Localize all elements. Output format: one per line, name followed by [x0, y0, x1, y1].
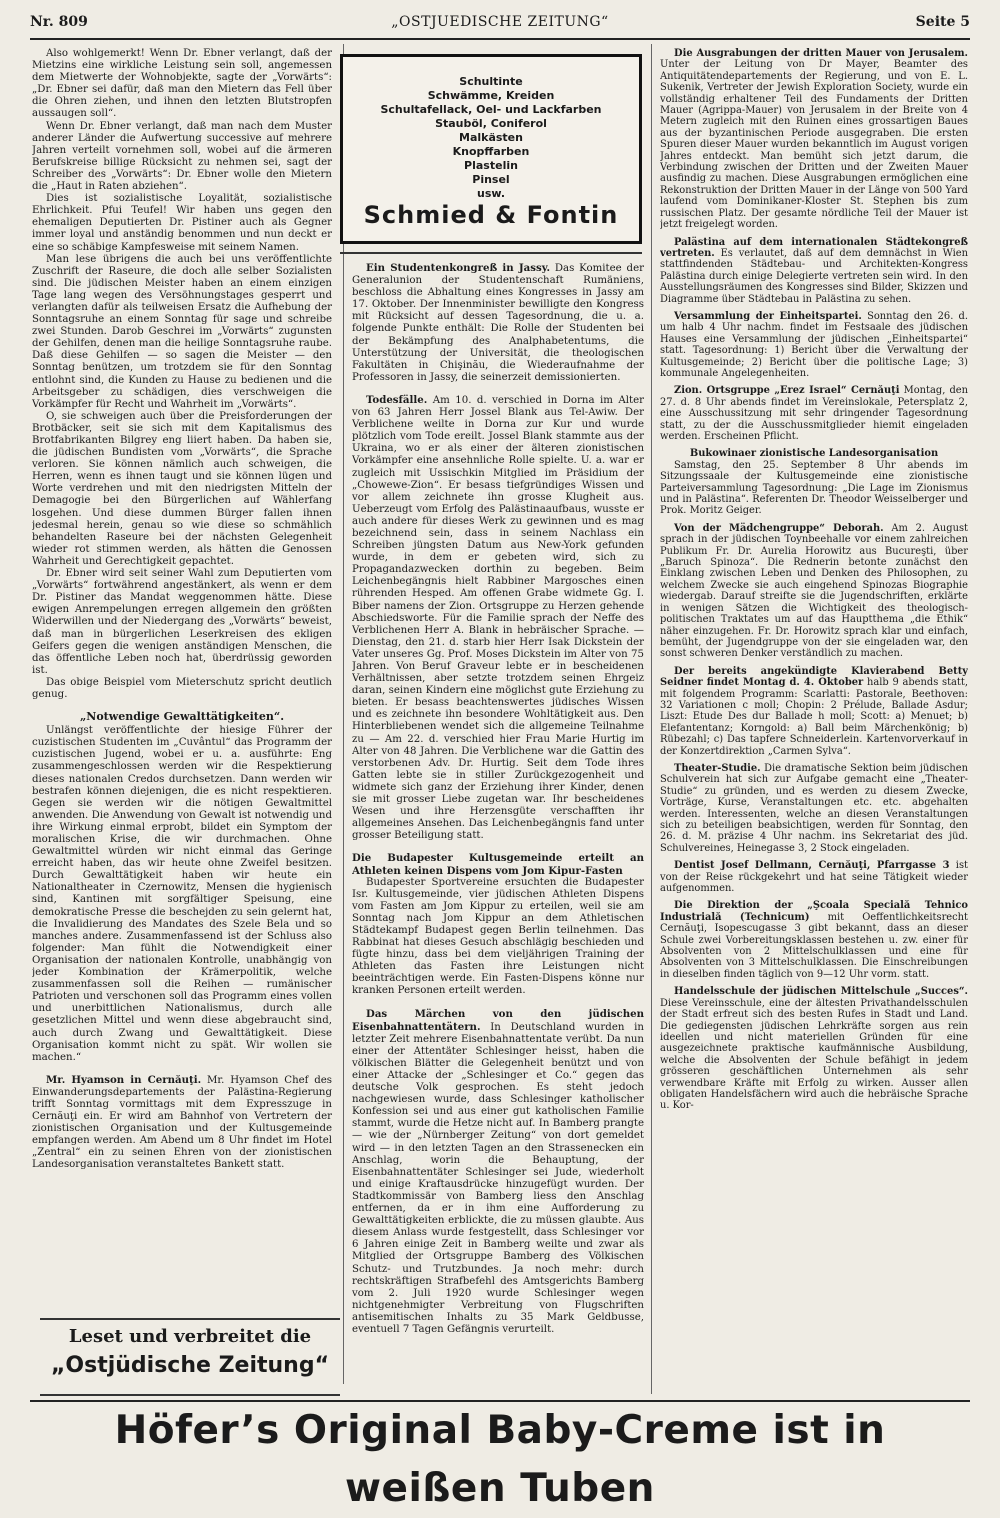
article-body: Am 2. August sprach in der jüdischen Toynbeehalle vor einem zahlreichen Publikum Fr. Dr. Aurelia Horowitz aus Bucureşti, über „Baruch Spinoza“. Die Rednerin betonte zunächst den Einklang zwischen Leben und Denken des Philosophen, zu welchem Zwecke sie auch eingehend Spinozas Biographie wiedergab. Darauf streifte sie die Jugendschriften, erklärte in wenigen Sätzen die Wichtigkeit des theologisch-politischen Traktates um auf das Hauptthema „die Ethik“ näher einzugehen. Fr. Dr. Horowitz sprach klar und einfach, bemüht, der Jugendgruppe von der sie eingeladen war, den sonst schweren Denker verständlich zu machen.: [660, 522, 968, 660]
article-budapest-kultusgemeinde: [352, 852, 644, 997]
article-heading: Bukowinaer zionistische Landesorganisation: [689, 448, 939, 460]
article-body: Diese Vereinsschule, eine der ältesten Privathandelsschulen der Stadt erfreut sich des besten Rufes in Stadt und Land. Die gediegensten jüdischen Lehrkräfte sorgen aus rein ideellen und nicht materiellen Gründen für eine ausgezeichnete praktische kaufmännische Ausbildung, welche die Absolventen der Schule befähigt in jedem grösseren geschäftlichen Unternehmen als sehr verwendbare Kräfte mit Erfolg zu wirken. Ausser allen obligaten Handelsfächern wird auch die hebräische Sprache u. Kor-: [660, 997, 968, 1112]
article-body: halb 9 abends statt, mit folgendem Programm: Scarlatti: Pastorale, Beethoven: 32 Variationen c moll; Chopin: 2 Prélude, Ballade Asdur; Liszt: Etude Des dur Ballade h moll; Scott: a) Menuet; b) Elefantentanz; Korngold: a) Ball beim Märchenkönig; b) Rübezahl; c) Das tapfere Schneiderlein. Kartenvorverkauf in der Konzertdirektion „Carmen Sylva“.: [660, 677, 968, 757]
article-ausgrabungen: [660, 48, 968, 231]
article-body: Die dramatische Sektion beim jüdischen Schulverein hat sich zur Aufgabe gemacht eine „Theater-Studie“ zu gründen, und es werden zu diesem Zwecke, Vorträge, Kurse, Veranstaltungen etc. etc. abgehalten werden. Interessenten, welche an diesen Veranstaltungen sich zu beteiligen beabsichtigen, werden für Sonntag, den 26. d. M. präzise 4 Uhr nachm. ins Sekretariat des jüd. Schulvereines, Heinegasse 3, 2 Stock eingeladen.: [660, 762, 968, 854]
article-heading: Die Budapester Kultusgemeinde erteilt an Athleten keinen Dispens vom Jom Kipur-Fasten: [352, 852, 644, 877]
article-heading: Der bereits angekündigte Klavierabend Betty Seidner findet Montag d. 4. Oktober: [660, 665, 968, 689]
article-ebner: [32, 48, 332, 701]
article-staedtekongress: [660, 237, 968, 305]
article-heading: „Notwendige Gewalttätigkeiten“.: [79, 710, 285, 724]
article-body: Das Komitee der Generalunion der Studentenschaft Rumäniens, beschloss die Abhaltung eines Kongresses in Jassy am 17. Oktober. Der Innenminister bewilligte den Kongress mit Rücksicht auf dessen Tagesordnung, die u. a. folgende Punkte enthält: Die Rolle der Studenten bei der Bekämpfung des Analphabetentums, die Unterstützung der Universität, die theologischen Fakultäten in Chişinău, die Wiederaufnahme der Professoren in Jassy, die seinerzeit demissionierten.: [352, 263, 644, 383]
article-erez-israel: [660, 385, 968, 442]
article-body: Unter der Leitung von Dr Mayer, Beamter des Antiquitätendepartements der Regierung, und von E. L. Sukenik, Vertreter der Jewish Exploration Society, wurde ein vollständig erhaltener Teil des Fundaments der Dritten Mauer (Agrippa-Mauer) von Jerusalem in der Breite von 4 Metern zugleich mit den Ruinen eines grossartigen Baues aus der byzantinischen Periode ausgegraben. Die ersten Spuren dieser Mauer wurden bekanntlich im August vorigen Jahres entdeckt. Man bemüht sich jetzt darum, die Verbindung zwischen der Dritten und der Zweiten Mauer ausfindig zu machen. Diese Ausgrabungen ermöglichen eine Rekonstruktion der Dritten Mauer in der Länge von 500 Yard laufend vom Dominikaner-Kloster St. Stephen bis zum russischen Platz. Der gesamte nördliche Teil der Mauer ist jetzt freigelegt worden.: [660, 59, 968, 231]
article-handelsschule: [660, 986, 968, 1111]
article-body: Am 10. d. verschied in Dorna im Alter von 63 Jahren Herr Jossel Blank aus Tel-Awiw. Der Verblichene weilte in Dorna zur Kur und wurde plötzlich vom Tode ereilt. Jossel Blank stammte aus der Ukraina, wo er als einer der älteren zionistischen Vorkämpfer eine ansehnliche Rolle spielte. U. a. war er zugleich mit Ussischkin Mitglied im Präsidium der „Chowewe-Zion“. Er besass tiefgründiges Wissen und vor allem zeichnete ihn grosse Klugheit aus. Ueberzeugt vom Erfolg des Palästinaaufbaus, wusste er auch andere für dieses Werk zu gewinnen und es mag bezeichnend sein, dass in seinem Nachlass ein Schreiben jüngsten Datum aus New-York gefunden wurde, in dem er gebeten wird, sich zu Propagandazwecken dorthin zu begeben. Beim Leichenbegängnis hielt Rabbiner Margosches einen rührenden Hesped. Am offenen Grabe widmete Gg. I. Biber namens der Zion. Ortsgruppe zu Herzen gehende Abschiedsworte. Für die Familie sprach der Neffe des Verblichenen Herr A. Blank in hebräischer Sprache. — Dienstag, den 21. d. starb hier Herr Isak Dickstein der Vater unseres Gg. Prof. Moses Dickstein im Alter von 75 Jahren. Von Beruf Graveur lebte er in bescheidenen Verhältnissen, aber setzte trotzdem seinen Ehrgeiz daran, seinen Kindern eine möglichst gute Erziehung zu bieten. Er besass beachtenswertes jüdisches Wissen und es zeichnete ihn besondere Wohltätigkeit aus. Den Hinterbliebenen wendet sich die allgemeine Teilnahme zu — Am 22. d. verschied hier Frau Marie Hurtig im Alter von 48 Jahren. Die Verblichene war die Gattin des verstorbenen Adv. Dr. Hurtig. Seit dem Tode ihres Gatten lebte sie in stiller Zurückgezogenheit und widmete sich ganz der Erziehung ihrer Kinder, denen sie mit grosser Liebe zugetan war. Ihr bescheidenes Wesen und ihre Herzensgüte verschafften ihr allgemeines Ansehen. Das Leichenbegängnis fand unter grosser Beteiligung statt.: [352, 394, 644, 842]
article-heading: Todesfälle.: [366, 393, 428, 406]
article-heading: Mr. Hyamson in Cernăuţi.: [46, 1073, 202, 1086]
issue-number: Nr. 809: [30, 14, 88, 30]
ad-line: Malkästen: [459, 131, 523, 144]
article-eisenbahnattentaeter: [352, 1008, 644, 1337]
paragraph: Wenn Dr. Ebner verlangt, daß man nach dem Muster anderer Länder die Aufwertung successive auf mehrere Jahren verteilt vornehmen soll, wobei auf die ärmeren Berufskreise billige Rücksicht zu nehmen sei, sagt der Schreiber des „Vorwärts“: Dr. Ebner wolle den Mietern die „Haut in Raten abziehen“.: [32, 120, 332, 193]
ad-line: usw.: [476, 187, 505, 200]
article-heading: Die Ausgrabungen der dritten Mauer von Jerusalem.: [674, 48, 968, 59]
paragraph: Man lese übrigens die auch bei uns veröffentlichte Zuschrift der Raseure, die doch alle selber Sozialisten sind. Die jüdischen Meister haben an einem einzigen Tage lang wegen des Versöhnungstages gesperrt und verlangten dafür als teilweisen Ersatz die Aufhebung der Sonntagsruhe an einem Sonntag für sage und schreibe zwei Stunden. Darob Geschrei im „Vorwärts“ zugunsten der Gehilfen, denen man die heilige Sonntagsruhe raube. Daß diese Gehilfen — so sagen die Meister — den Sonntag benützen, um trotzdem sie für den Sonntag entlohnt sind, die Kunden zu Hause zu bedienen und die Arbeitsgeber zu schädigen, dies verschweigen die Vorkämpfer für Recht und Wahrheit im „Vorwärts“.: [32, 253, 332, 410]
article-body: Mr. Hyamson Chef des Einwanderungsdepartements der Palästina-Regierung trifft Sonntag vormittags mit dem Expresszuge in Cernăuţi ein. Er wird am Bahnhof von Vertretern der zionistischen Organisation und der Kultusgemeinde empfangen werden. Am Abend um 8 Uhr findet im Hotel „Zentral“ ein zu seinen Ehren von der zionistischen Landesorganisation veranstaltetes Bankett statt.: [32, 1074, 332, 1171]
article-einheitspartei: [660, 311, 968, 379]
ad-line: Plastelin: [464, 159, 518, 172]
article-heading: Dentist Josef Dellmann, Cernăuţi, Pfarrgasse 3: [674, 860, 950, 872]
ad-brand-name: Schmied & Fontin: [363, 201, 619, 229]
article-body: Unlängst veröffentlichte der hiesige Führer der cuzistischen Studenten im „Cuvântul“ das Programm der cuzistischen Jugend, wobei er u. a. ausführte: Eng zusammengeschlossen werden wir die Respektierung dieses nationalen Credos durchsetzen. Dann werden wir bestrafen können diejenigen, die es nicht respektieren. Gegen sie werden wir die nötigen Gewaltmittel anwenden. Die Anwendung von Gewalt ist notwendig und ihre Wirkung einmal erprobt, bildet ein Symptom der moralischen Krise, die wir durchmachen. Ohne Gewaltmittel würden wir nicht einmal das Geringe erreicht haben, das wir heute ohne Zweifel besitzen. Durch Gewalttätigkeit haben wir heute ein Nationaltheater in Czernowitz, Mensen die hygienisch sind, Kantinen mit sorgfältiger Speisung, eine demokratische Presse die beschejden zu sein gelernt hat, die Invalidierung des Mandates des Szele Bela und so manches andere. Zusammenfassend ist der Schluss also folgender: Man fühlt die Notwendigkeit einer Organisation der nationalen Kontrolle, unabhängig von jeder Kombination der Krämerpolitik, welche zusammenfassen soll die Reihen — rumänischer Patrioten und verschonen soll das Programm eines vollen und unerbittlichen Nationalismus, durch alle gesetzlichen Mittel und wenn diese abgebraucht sind, auch durch Zwang und Gewalttätigkeit. Diese Organisation kommt nicht zu spät. Wir wollen sie machen.“: [32, 725, 332, 1063]
ad-line: Stauböl, Coniferol: [435, 117, 547, 130]
page-number: Seite 5: [915, 14, 970, 30]
header-rule: [30, 38, 970, 40]
article-body: ist von der Reise rückgekehrt und hat seine Tätigkeit wieder aufgenommen.: [660, 860, 968, 895]
article-body: Sonntag den 26. d. um halb 4 Uhr nachm. findet im Festsaale des jüdischen Hauses eine Versammlung der jüdischen „Einheitspartei“ statt. Tagesordnung: 1) Bericht über die Verwaltung der Kultusgemeinde; 2) Bericht über die politische Lage; 3) kommunale Angelegenheiten.: [660, 310, 968, 379]
article-body: mit Oeffentlichkeitsrecht Cernăuţi, Isopescugasse 3 gibt bekannt, dass an dieser Schule zwei Vorbereitungsklassen bestehen u. zw. einer für Absolventen von 2 Mittelschulklassen und eine für Absolventen von 3 Mittelschulklassen. Die Einschreibungen in dieselben finden täglich von 9—12 Uhr vorm. statt.: [660, 911, 968, 980]
article-body: Samstag, den 25. September 8 Uhr abends im Sitzungssaale der Kultusgemeinde eine zionistische Parteiversammlung Tagesordnung: „Die Lage im Zionismus und in Palästina“. Referenten Dr. Theodor Weisselberger und Prok. Moritz Geiger.: [660, 459, 968, 517]
article-klavierabend: [660, 666, 968, 757]
article-heading: Ein Studentenkongreß in Jassy.: [366, 262, 551, 274]
article-heading: Palästina auf dem internationalen Städtekongreß vertreten.: [660, 236, 968, 259]
article-body: Budapester Sportvereine ersuchten die Budapester Isr. Kultusgemeinde, vier jüdischen Athleten Dispens vom Fasten am Jom Kippur zu erteilen, weil sie am Sonntag nach Jom Kippur an dem Athletischen Städtekampf Budapest gegen Berlin teilnehmen. Das Rabbinat hat dieses Gesuch abschlägig beschieden und fügte hinzu, dass bei dem vieljährigen Training der Athleten das Fasten ihre Leistungen nicht beeinträchtigen werde. Ein Fasten-Dispens könne nur kranken Personen erteilt werden.: [352, 876, 644, 997]
ad-line: Knopffarben: [452, 145, 530, 158]
article-gewalttaetigkeiten: [32, 711, 332, 1064]
article-hyamson: [32, 1074, 332, 1172]
article-studentenkongress: [352, 262, 644, 384]
article-body: Es verlautet, daß auf dem demnächst in Wien stattfindenden Städtebau- und Architekten-Kongress Palästina durch einige Delegierte vertreten sein wird. In den Ausstellungsräumen des Kongresses sind Bilder, Skizzen und Diagramme über Städtebau in Palästina zu sehen.: [660, 247, 968, 305]
article-heading: Die Direktion der „Şcoala Specială Tehnico Industrială (Technicum): [660, 900, 968, 923]
article-landesorganisation: [660, 448, 968, 516]
article-todesfaelle: [352, 394, 644, 842]
ad-product-list: [343, 75, 639, 201]
ad-line: Leset und verbreitet die: [68, 1326, 312, 1347]
article-heading: Von der Mädchengruppe“ Deborah.: [674, 522, 884, 534]
ad-line: Schultafellack, Oel- und Lackfarben: [380, 103, 602, 116]
column-middle: [352, 262, 644, 1392]
newspaper-title: „OSTJUEDISCHE ZEITUNG“: [391, 14, 609, 30]
article-heading: Zion. Ortsgruppe „Erez Israel“ Cernăuţi: [674, 385, 900, 397]
footer-advertisement-baby-creme: Höfer’s Original Baby-Creme ist in weißen Tuben: [30, 1400, 970, 1460]
page-header: [30, 6, 970, 30]
article-dentist: [660, 860, 968, 894]
article-heading: Das Märchen von den jüdischen Eisenbahnattentätern.: [352, 1007, 644, 1033]
article-technicum: [660, 900, 968, 980]
article-body: In Deutschland wurden in letzter Zeit mehrere Eisenbahnattentate verübt. Da nun einer der Attentäter Schlesinger heisst, haben die völkischen Blätter die Gelegenheit benützt und von einer Attacke der „Schlesinger et Co.“ gegen das deutsche Volk gesprochen. Es steht jedoch nachgewiesen wurde, dass Schlesinger katholischer Konfession sei und aus einer gut katholischen Familie stammt, wurde die Hetze nicht auf. In Bamberg prangte — wie der „Nürnberger Zeitung“ von dort gemeldet wird — in den letzten Tagen an den Strassenecken ein Anschlag, worin die Behauptung, der Eisenbahnattentäter Schlesinger sei Jude, wiederholt und einige Kraftausdrücke hinzugefügt wurden. Der Stadtkommissär von Bamberg liess den Anschlag entfernen, da er in ihm eine Aufforderung zu Gewalttätigkeiten erblickte, die zu müssen glaubte. Aus diesem Anlass wurde festgestellt, dass Schlesinger vor 6 Jahren einige Zeit in Bamberg weilte und zwar als Mitglied der Ortsgruppe Bamberg des Völkischen Schutz- und Trutzbundes. Ja noch mehr: durch rechtskräftigen Strafbefehl des Amtsgerichts Bamberg vom 2. Juli 1920 wurde Schlesinger wegen nichtgenehmigter Verbreitung von Flugschriften antisemitischen Inhalts zu 35 Mark Geldbusse, eventuell 7 Tagen Gefängnis verurteilt.: [352, 1021, 644, 1335]
article-heading: Versammlung der Einheitspartei.: [674, 310, 862, 322]
ad-line: Schwämme, Kreiden: [427, 89, 555, 102]
article-body: Montag, den 27. d. 8 Uhr abends findet im Vereinslokale, Petersplatz 2, eine Ausschussitzung mit sehr dringender Tagesordnung statt, zu der die Ausschussmitglieder hiemit eingeladen werden. Erscheinen Pflicht.: [660, 385, 968, 442]
paragraph: Dies ist sozialistische Loyalität, sozialistische Ehrlichkeit. Pfui Teufel! Wir haben uns gegen den ehemaligen Deputierten Dr. Pistiner auch als Gegner immer loyal und anständig benommen und nun deckt er eine so schäbige Kampfesweise mit seinem Namen.: [32, 193, 332, 253]
column-left: [32, 48, 332, 1316]
ad-brand-name: „Ostjüdische Zeitung“: [50, 1353, 330, 1378]
paragraph: Dr. Ebner wird seit seiner Wahl zum Deputierten vom „Vorwärts“ fortwährend angestänkert, als wenn er dem Dr. Pistiner das Mandat weggenommen hätte. Diese ewigen Anrempelungen erregen allgemein den größten Widerwillen und der Niedergang des „Vorwärts“ beweist, daß man in bürgerlichen Leserkreisen des ekligen Geifers gegen die wenigen anständigen Menschen, die das öffentliche Leben noch hat, überdrüssig geworden ist.: [32, 568, 332, 676]
paragraph: O, sie schweigen auch über die Preisforderungen der Brotbäcker, seit sie sich mit dem Kapitalismus des Brotfabrikanten Bilgrey eng liiert haben. Da haben sie, die jüdischen Bundisten vom „Vorwärts“, die Sprache verloren. Sie können nämlich auch schweigen, die Herren, wenn es ihnen taugt und sie können lügen und Worte verdrehen und mit den niedrigsten Mitteln der Demagogie bei den Bürgerlichen auf Wählerfang losgehen. Und diese dummen Bürger fallen ihnen jedesmal herein, genau so wie diese so schmählich behandelten Raseure bei der nächsten Gelegenheit wieder rot stimmen werden, als hätten die Genossen Wahrheit und Gerechtigkeit gepachtet.: [32, 410, 332, 567]
column-right: [660, 48, 968, 1398]
paragraph: Das obige Beispiel vom Mieterschutz spricht deutlich genug.: [32, 676, 332, 700]
article-deborah: [660, 523, 968, 660]
ad-line: Pinsel: [472, 173, 510, 186]
article-heading: Handelsschule der jüdischen Mittelschule „Succes“.: [674, 986, 968, 998]
column-divider-2: [651, 44, 652, 1394]
ad-rule: [340, 252, 642, 254]
advertisement-ostjuedische-zeitung: [40, 1318, 340, 1396]
ad-line: Schultinte: [459, 75, 523, 88]
paragraph: Also wohlgemerkt! Wenn Dr. Ebner verlangt, daß der Mietzins eine wirkliche Leistung sein soll, angemessen dem Mietwerte der Wohnobjekte, sagte der „Vorwärts“: „Dr. Ebner sei dafür, daß man den Mietern das Fell über die Ohren ziehen, und ihnen den letzten Blutstropfen aussaugen soll“.: [32, 48, 332, 120]
article-theater-studie: [660, 763, 968, 854]
advertisement-schmied-fontin: [340, 54, 642, 244]
column-divider-1: [343, 44, 344, 1384]
article-heading: Theater-Studie.: [674, 762, 761, 774]
